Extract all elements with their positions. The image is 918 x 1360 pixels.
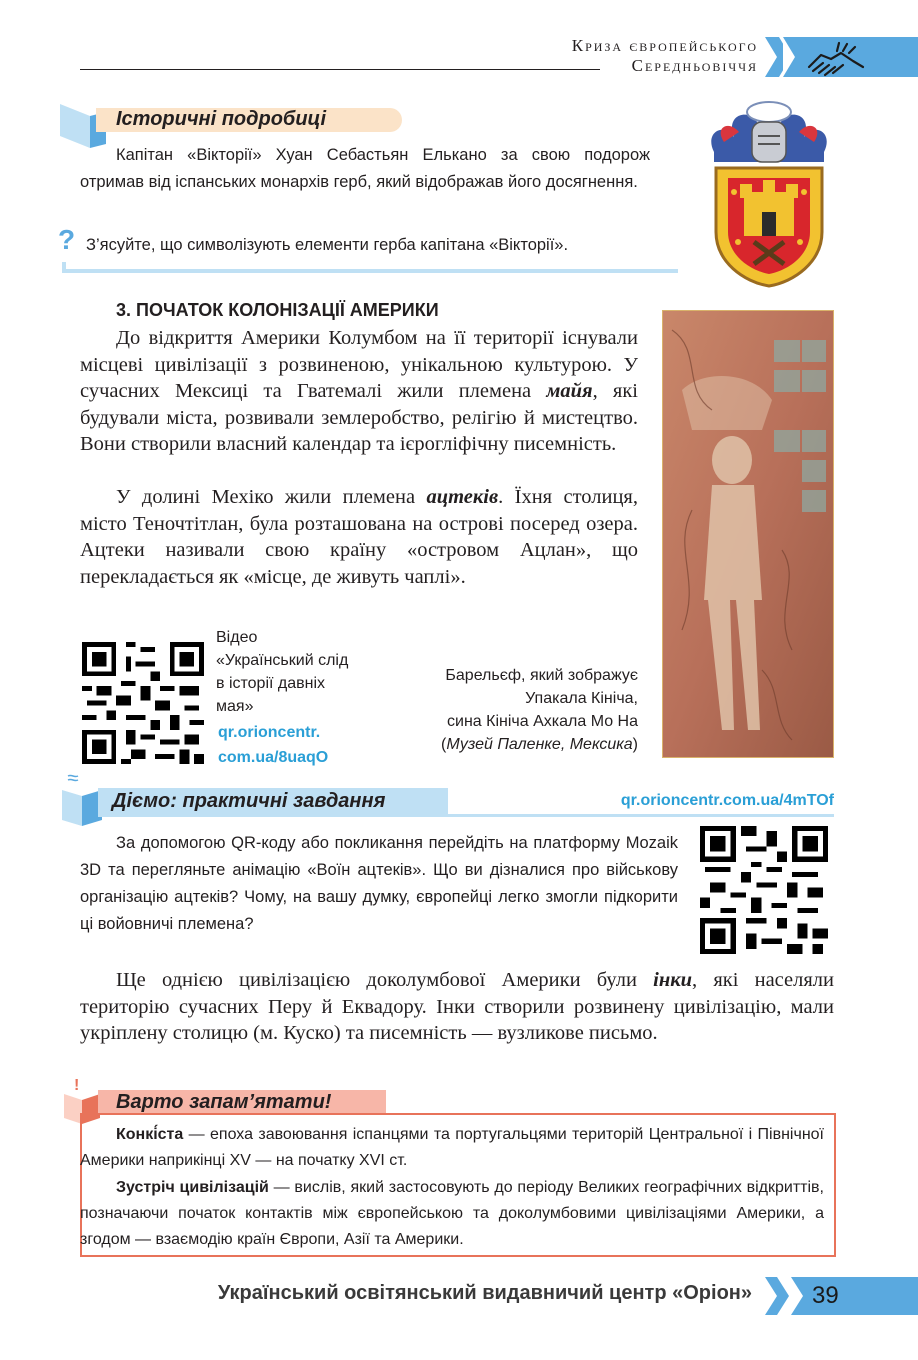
question-mark-icon: ? <box>58 224 76 255</box>
section3-paragraph-1: До відкриття Америки Колумбом на її території існували місцеві цивілізації з розвиненою, унікальною культурою. У сучасних Мексиці та Гватемалі жили племена майя, які будували міста, розвивали землеробство, релігію й мистецтво. Вони створили власний календар та ієрогліфічну писемність. <box>80 327 638 455</box>
page-number: 39 <box>812 1282 839 1309</box>
question-frame-bottom <box>62 269 678 273</box>
image-caption: Барельєф, який зображує Упакала Кініча, сина Кініча Ахкала Мо На (Музей Паленке, Мексика) <box>441 667 638 753</box>
term-encounter-definition: Зустріч цивілізацій — вислів, який застосовують до періоду Великих географічних відкриттів, позначаючи початок контактів між європейською та доколумбовими цивілізаціями Америки, а згодом — взаємодію країн Європи, Азії та Америки. <box>80 1179 825 1248</box>
running-title-line1: Криза європейського <box>571 36 758 55</box>
remember-title: Варто запам’ятати! <box>116 1091 332 1113</box>
video-label: Відео «Український слід в історії давніх мая» <box>216 629 349 715</box>
incas-paragraph: Ще однією цивілізацією доколумбової Америки були інки, які населяли територію сучасних Перу й Еквадору. Інки створили розвинену цивілізацію, мали укріплену столицю (м. Куско) та писемність — вузликове письмо. <box>80 969 834 1044</box>
header-rule <box>80 69 600 70</box>
section3-paragraph-2: У долині Мехіко жили племена ацтеків. Їхня столиця, місто Теночтітлан, була розташована на острові посеред озера. Ацтеки називали свою країну «островом Ацлан», що перекладається як «місце, де живуть чаплі». <box>80 486 638 588</box>
practice-text: За допомогою QR-коду або покликання перейдіть на платформу Mozaik 3D та перегляньте анімацію «Воїн ацтеків». Що ви дізналися про військову організацію ацтеків? Чому, на вашу думку, європейці легко змогли підкорити ці войовничі племена? <box>80 834 678 933</box>
term-maya: майя <box>546 380 593 402</box>
bas-relief-image <box>662 310 834 758</box>
qr-code-practice[interactable] <box>700 826 828 954</box>
historical-title: Історичні подробиці <box>116 108 327 130</box>
term-aztecs: ацтеків <box>426 486 499 508</box>
video-link[interactable]: qr.orioncentr. com.ua/8uaqO <box>218 724 329 766</box>
practice-underline <box>98 814 834 817</box>
page-number-tab <box>765 1277 918 1315</box>
chapter-tab-handshake-icon <box>765 37 918 77</box>
practice-link[interactable]: qr.orioncentr.com.ua/4mTOf <box>620 792 834 809</box>
practice-title: Діємо: практичні завдання <box>112 790 386 812</box>
section-heading: 3. ПОЧАТОК КОЛОНІЗАЦІЇ АМЕРИКИ <box>116 300 439 320</box>
historical-text: Капітан «Вікторії» Хуан Себастьян Елькано за свою подорож отримав від іспанських монархів герб, який відображав його досягнення. <box>80 146 650 191</box>
svg-text:!: ! <box>74 1077 80 1094</box>
term-incas: інки <box>653 969 693 991</box>
coat-of-arms-image <box>704 92 834 288</box>
running-title-line2: Середньовіччя <box>631 56 758 75</box>
publisher-name: Український освітянський видавничий центр «Оріон» <box>217 1282 752 1304</box>
term-conquista-definition: Конкі́ста — епоха завоювання іспанцями та португальцями територій Центральної і Північної Америки наприкінці XV — на початку XVI ст. <box>80 1126 824 1169</box>
qr-code-video[interactable] <box>82 642 204 764</box>
historical-question: З’ясуйте, що символізують елементи герба капітана «Вікторії». <box>86 236 569 254</box>
